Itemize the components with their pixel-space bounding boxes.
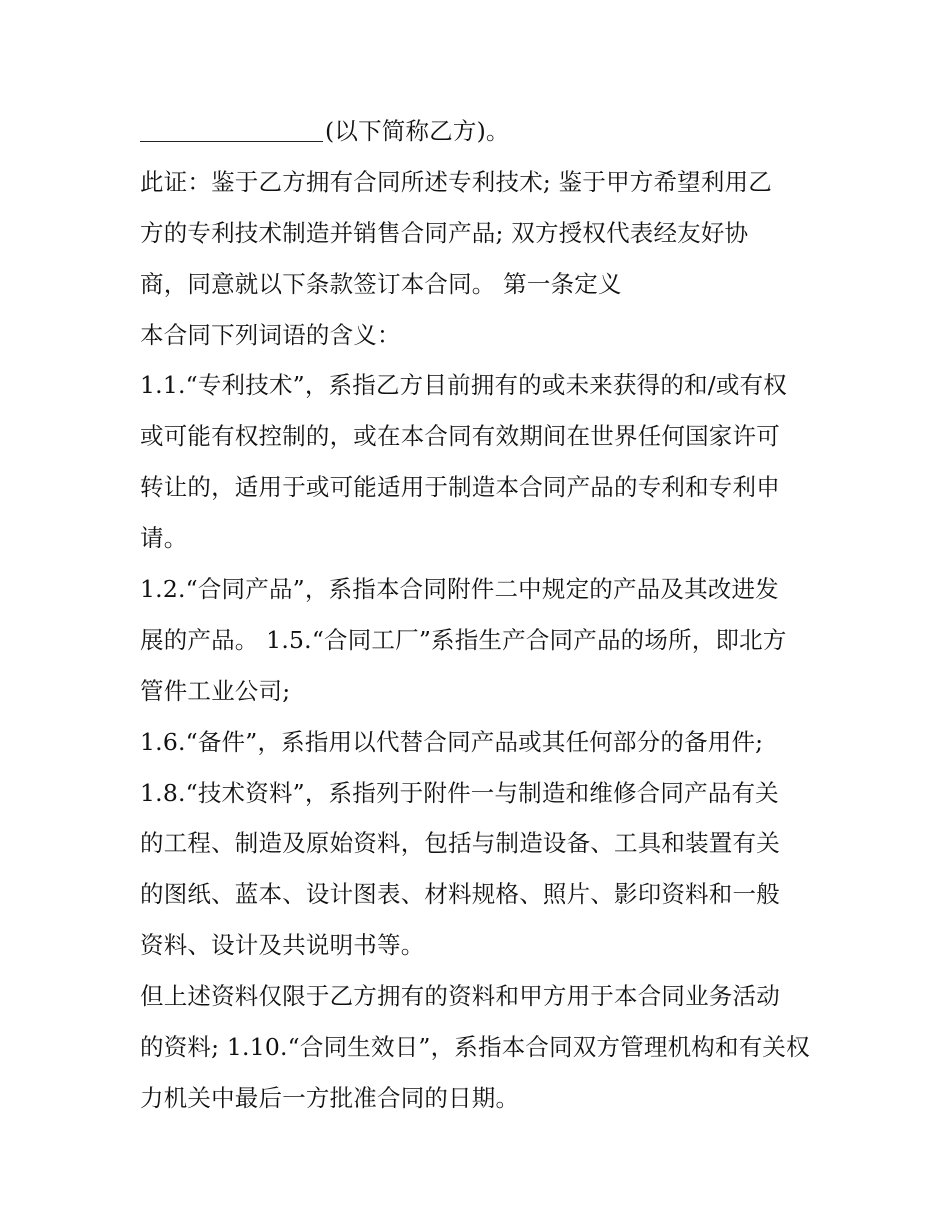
party-b-abbreviation: (以下简称乙方)。 (325, 117, 510, 145)
text-line-20: 力机关中最后一方批准合同的日期。 (140, 1083, 520, 1112)
text-line-13: 1.6.“备件”，系指用以代替合同产品或其任何部分的备用件; (140, 727, 764, 756)
text-line-1 (140, 106, 820, 157)
text-line-18: 但上述资料仅限于乙方拥有的资料和甲方用于本合同业务活动 (140, 982, 780, 1011)
text-line-2: 此证：鉴于乙方拥有合同所述专利技术; 鉴于甲方希望利用乙 (140, 167, 772, 196)
text-line-6: 1.1.“专利技术”，系指乙方目前拥有的或未来获得的和/或有权 (140, 371, 787, 400)
text-line-12: 管件工业公司; (140, 676, 291, 705)
text-line-15: 的工程、制造及原始资料，包括与制造设备、工具和装置有关 (140, 829, 780, 858)
text-line-5: 本合同下列词语的含义： (140, 320, 401, 349)
text-line-8: 转让的，适用于或可能适用于制造本合同产品的专利和专利申 (140, 473, 780, 502)
text-line-14: 1.8.“技术资料”，系指列于附件一与制造和维修合同产品有关 (140, 778, 779, 807)
text-line-7: 或可能有权控制的，或在本合同有效期间在世界任何国家许可 (140, 422, 780, 451)
text-line-19: 的资料; 1.10.“合同生效日”，系指本合同双方管理机构和有关权 (140, 1033, 810, 1062)
text-line-11: 展的产品。 1.5.“合同工厂”系指生产合同产品的场所，即北方 (140, 625, 787, 654)
text-line-4: 商，同意就以下条款签订本合同。 第一条定义 (140, 269, 622, 298)
document-body (140, 106, 820, 1124)
text-line-10: 1.2.“合同产品”，系指本合同附件二中规定的产品及其改进发 (140, 575, 779, 604)
text-line-9: 请。 (140, 524, 188, 553)
text-line-16: 的图纸、蓝本、设计图表、材料规格、照片、影印资料和一般 (140, 880, 780, 909)
blank-underline (140, 111, 323, 142)
text-line-17: 资料、设计及共说明书等。 (140, 931, 425, 960)
text-line-3: 方的专利技术制造并销售合同产品; 双方授权代表经友好协 (140, 218, 749, 247)
